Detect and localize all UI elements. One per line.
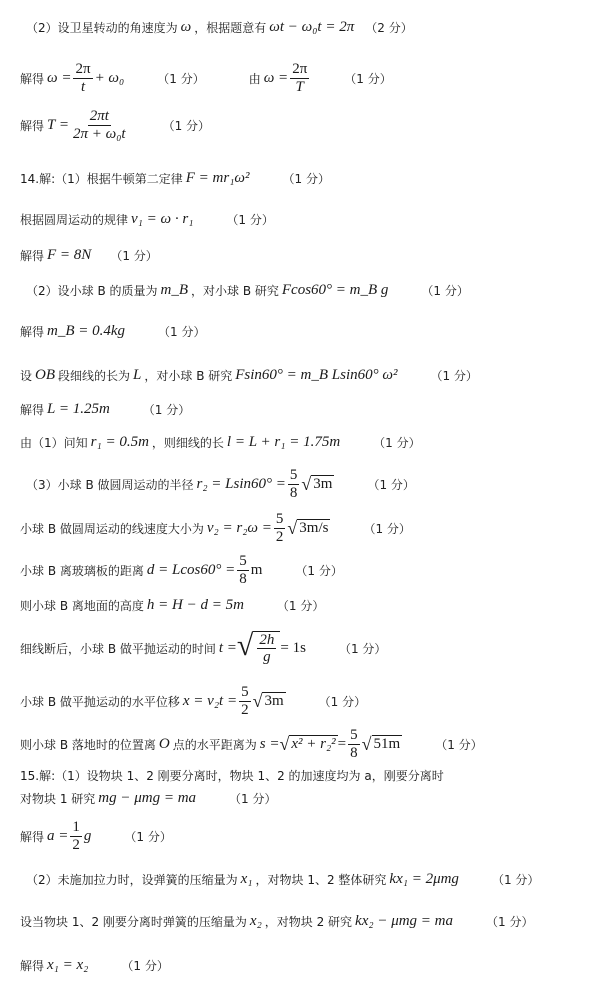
line-19: 15.解:（1）设物块 1、2 刚要分离时，物块 1、2 的加速度均为 a，刚要分离时 bbox=[20, 768, 444, 783]
line-4: 14.解:（1）根据牛顿第二定律 F = mr₁ω² （1 分） bbox=[20, 169, 330, 186]
line-15: 则小球 B 离地面的高度 h = H − d = 5m （1 分） bbox=[20, 596, 325, 613]
line-11: 由（1）问知 r₁ = 0.5m ，则细线的长 l = L + r₁ = 1.75m （1 分） bbox=[20, 433, 421, 450]
line-17: 小球 B 做平抛运动的水平位移 x = v₂t = $\frac{5}{2}$ √ 3m （1 分） bbox=[20, 684, 367, 718]
line-5: 根据圆周运动的规律 v₁ = ω · r₁ （1 分） bbox=[20, 210, 274, 227]
line-14: 小球 B 离玻璃板的距离 d = Lcos60° = $\frac{5}{8}$ m （1 分） bbox=[20, 553, 343, 587]
formula: ω = $\frac{2\pi}{t}$ + ω₀ bbox=[47, 61, 125, 95]
line-12: （3）小球 B 做圆周运动的半径 r₂ = Lsin60° = $\frac{5}{8}$ √ 3m （1 分） bbox=[26, 467, 415, 501]
line-24: 解得 x₁ = x₂ （1 分） bbox=[20, 956, 169, 973]
line-2: 解得 ω = $\frac{2\pi}{t}$ + ω₀ （1 分） 由 ω = $\frac{2\pi}{T}$ （1 分） bbox=[20, 61, 392, 95]
line-10: 解得 L = 1.25m （1 分） bbox=[20, 400, 191, 417]
line-13: 小球 B 做圆周运动的线速度大小为 v₂ = r₂ω = $\frac{5}{2}$ √ 3m/s （1 分） bbox=[20, 511, 411, 545]
line-8: 解得 m_B = 0.4kg （1 分） bbox=[20, 322, 206, 339]
line-20: 对物块 1 研究 mg − μmg = ma （1 分） bbox=[20, 789, 277, 806]
line-9: 设 OB 段细线的长为 L ，对小球 B 研究 Fsin60° = m_B Lsin60° ω² （1 分） bbox=[20, 366, 478, 383]
line-22: （2）未施加拉力时，设弹簧的压缩量为 x₁ ，对物块 1、2 整体研究 kx₁ = 2μmg （1 分） bbox=[26, 870, 540, 887]
line-16: 细线断后，小球 B 做平抛运动的时间 t = √ $\frac{2h}{g}$ = 1s （1 分） bbox=[20, 628, 387, 665]
line-7: （2）设小球 B 的质量为 m_B ，对小球 B 研究 Fcos60° = m_B g （1 分） bbox=[26, 281, 469, 298]
line-21: 解得 a = $\frac{1}{2}$ g （1 分） bbox=[20, 819, 172, 853]
line-6: 解得 F = 8N （1 分） bbox=[20, 246, 158, 263]
line-18: 则小球 B 落地时的位置离 O 点的水平距离为 s = √ x² + r₂² = $\frac{5}{8}$ √ 51m （1 分） bbox=[20, 727, 483, 761]
line-1: （2）设卫星转动的角速度为 ω ，根据题意有 ωt − ω₀t = 2π （2 分） bbox=[26, 18, 413, 35]
line-3: 解得 T = $\frac{2\pi t}{\text{2π + ω₀t}}$ （1 分） bbox=[20, 108, 211, 142]
line-23: 设当物块 1、2 刚要分离时弹簧的压缩量为 x₂ ，对物块 2 研究 kx₂ − μmg = ma （1 分） bbox=[20, 912, 534, 929]
